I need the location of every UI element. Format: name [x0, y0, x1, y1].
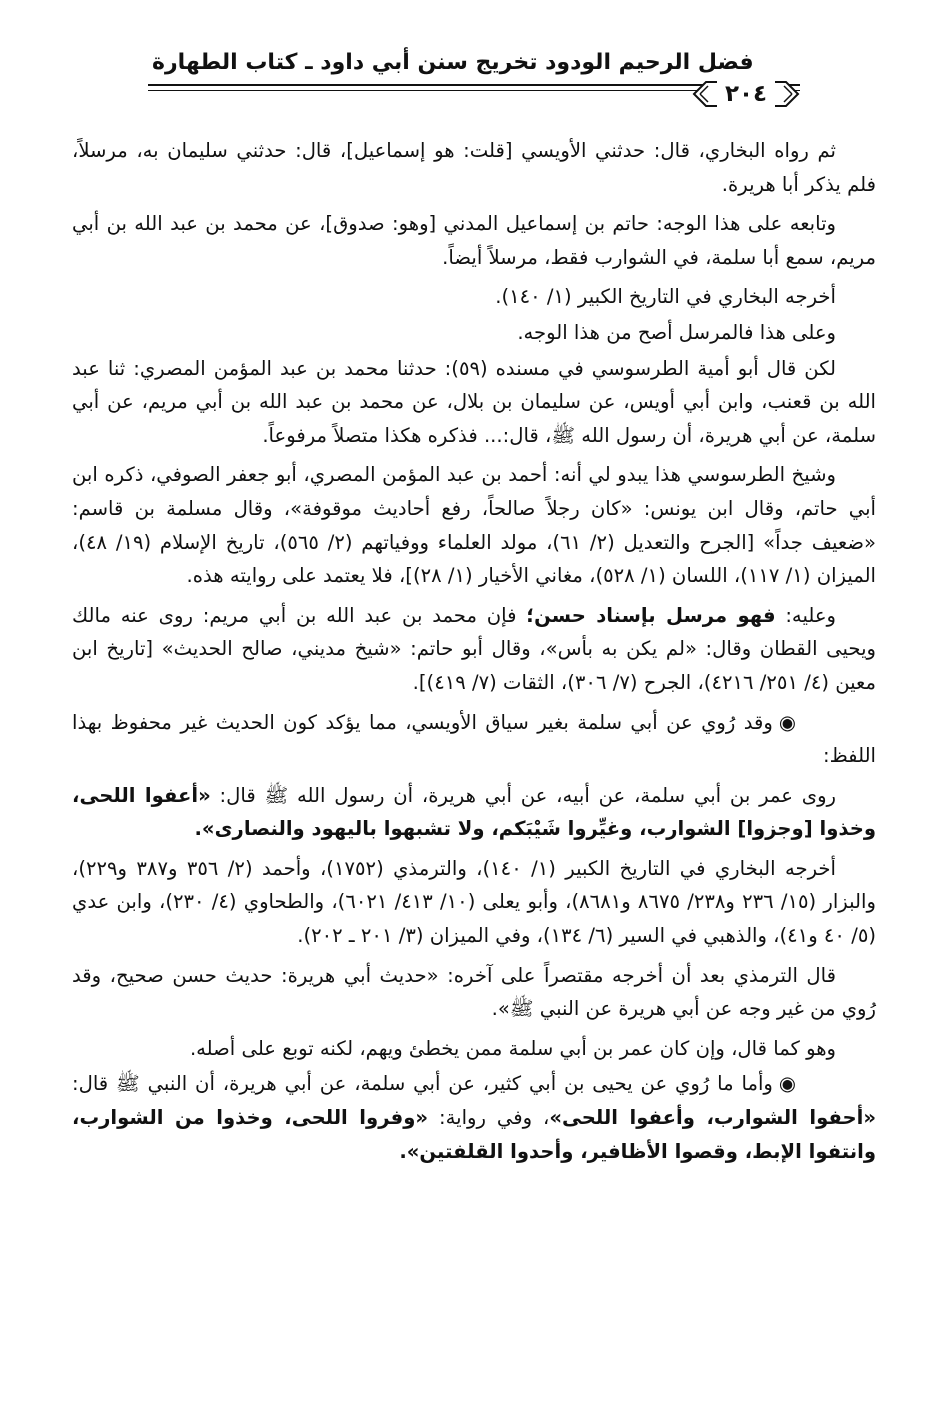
page-body [72, 134, 876, 1168]
paragraph-text: وشيخ الطرسوسي هذا يبدو لي أنه: أحمد بن عبد المؤمن المصري، أبو جعفر الصوفي، ذكره ابن أبي حاتم، وقال ابن يونس: «كان رجلاً صالحاً، رفع أحاديث موقوفة»، وقال مسلمة بن قاسم: «ضعيف جداً» [الجرح والتعديل (٢/ ٦١)، مولد العلماء ووفياتهم (٢/ ٥٦٥)، تاريخ الإسلام (١٩/ ٤٨)، الميزان (١/ ١١٧)، اللسان (١/ ٥٢٨)، مغاني الأخيار (١/ ٢٨)]، فلا يعتمد على روايته هذه. [72, 463, 876, 588]
paragraph-text: أخرجه البخاري في التاريخ الكبير (١/ ١٤٠)، والترمذي (١٧٥٢)، وأحمد (٢/ ٣٥٦ و٣٨٧ و٢٢٩)، والبزار (١٥/ ٢٣٦ و٢٣٨/ ٨٦٧٥ و٨٦٨١)، وأبو يعلى (١٠/ ٤١٣/ ٦٠٢١)، والطحاوي (٤/ ٢٣٠)، وابن عدي (٥/ ٤٠ و٤١)، والذهبي في السير (٦/ ١٣٤)، وفي الميزان (٣/ ٢٠١ ـ ٢٠٢). [72, 856, 876, 948]
page-number: ٢٠٤ [717, 81, 775, 107]
paragraph [72, 706, 876, 773]
paragraph-text: وأما ما رُوي عن يحيى بن أبي كثير، عن أبي سلمة، عن أبي هريرة، أن النبي ﷺ قال: [72, 1072, 773, 1096]
paragraph-text: وقد رُوي عن أبي سلمة بغير سياق الأويسي، مما يؤكد كون الحديث غير محفوظ بهذا اللفظ: [72, 710, 876, 768]
paragraph-bold: «أعفوا اللحى، وخذوا [وجزوا] الشوارب، وغيِّروا شَيْبَكم، ولا تشبهوا باليهود والنصارى». [72, 783, 876, 841]
paragraph [72, 1032, 876, 1066]
paragraph [72, 207, 876, 274]
paragraph [72, 1067, 876, 1168]
paragraph [72, 779, 876, 846]
paragraph-text: روى عمر بن أبي سلمة، عن أبيه، عن أبي هريرة، أن رسول الله ﷺ قال: [210, 783, 836, 807]
paragraph-text: وعلى هذا فالمرسل أصح من هذا الوجه. [517, 320, 836, 344]
paragraph [72, 959, 876, 1026]
paragraph-bold: «أحفوا الشوارب، وأعفوا اللحى» [549, 1106, 876, 1130]
paragraph-text: وهو كما قال، وإن كان عمر بن أبي سلمة ممن يخطئ ويهم، لكنه توبع على أصله. [189, 1036, 836, 1060]
paragraph-text: أخرجه البخاري في التاريخ الكبير (١/ ١٤٠). [495, 285, 836, 309]
paragraph-bold: «وفروا اللحى، وخذوا من الشوارب، وانتفوا الإبط، وقصوا الأظافير، وأحدوا القلفتين». [72, 1106, 876, 1163]
paragraph-lead: وعليه: [775, 603, 836, 627]
paragraph [72, 352, 876, 453]
paragraph [72, 134, 876, 201]
paragraph [72, 280, 876, 314]
bullet-icon: ◉ [778, 710, 796, 734]
paragraph [72, 458, 876, 592]
paragraph-text: وتابعه على هذا الوجه: حاتم بن إسماعيل المدني [وهو: صدوق]، عن محمد بن عبد الله بن أبي مريم، سمع أبا سلمة، في الشوارب فقط، مرسلاً أيضاً. [72, 212, 876, 269]
paragraph [72, 599, 876, 700]
bullet-icon: ◉ [778, 1072, 796, 1096]
paragraph-text: ، وفي رواية: [428, 1106, 550, 1130]
running-title: فضل الرحيم الودود تخريج سنن أبي داود ـ كتاب الطهارة [152, 50, 754, 75]
paragraph-text: ثم رواه البخاري، قال: حدثني الأويسي [قلت: هو إسماعيل]، قال: حدثني سليمان به، مرسلاً، فلم يذكر أبا هريرة. [72, 139, 876, 196]
paragraph [72, 852, 876, 953]
paragraph-text: لكن قال أبو أمية الطرسوسي في مسنده (٥٩): حدثنا محمد بن عبد المؤمن المصري: ثنا عبد الله بن قعنب، وابن أبي أويس، عن سليمان بن بلال، عن محمد بن عبد الله بن أبي مريم، عن أبي سلمة، عن أبي هريرة، أن رسول الله ﷺ، قال:... فذكره هكذا متصلاً مرفوعاً. [72, 356, 876, 447]
page-header [72, 0, 876, 122]
paragraph-text: فإن محمد بن عبد الله بن أبي مريم: روى عنه مالك ويحيى القطان وقال: «لم يكن به بأس»، وقال أبو حاتم: «شيخ مديني، صالح الحديث» [تاريخ ابن معين (٤/ ٢٥١/ ٤٢١٦)، الجرح (٧/ ٣٠٦)، الثقات (٧/ ٤١٩)]. [72, 603, 876, 694]
paragraph-bold: فهو مرسل بإسناد حسن؛ [526, 603, 776, 627]
paragraph-text: قال الترمذي بعد أن أخرجه مقتصراً على آخره: «حديث أبي هريرة: حديث حسن صحيح، وقد رُوي من غير وجه عن أبي هريرة عن النبي ﷺ». [72, 963, 876, 1021]
paragraph [72, 316, 876, 350]
page-number-ornament-box [692, 80, 800, 108]
